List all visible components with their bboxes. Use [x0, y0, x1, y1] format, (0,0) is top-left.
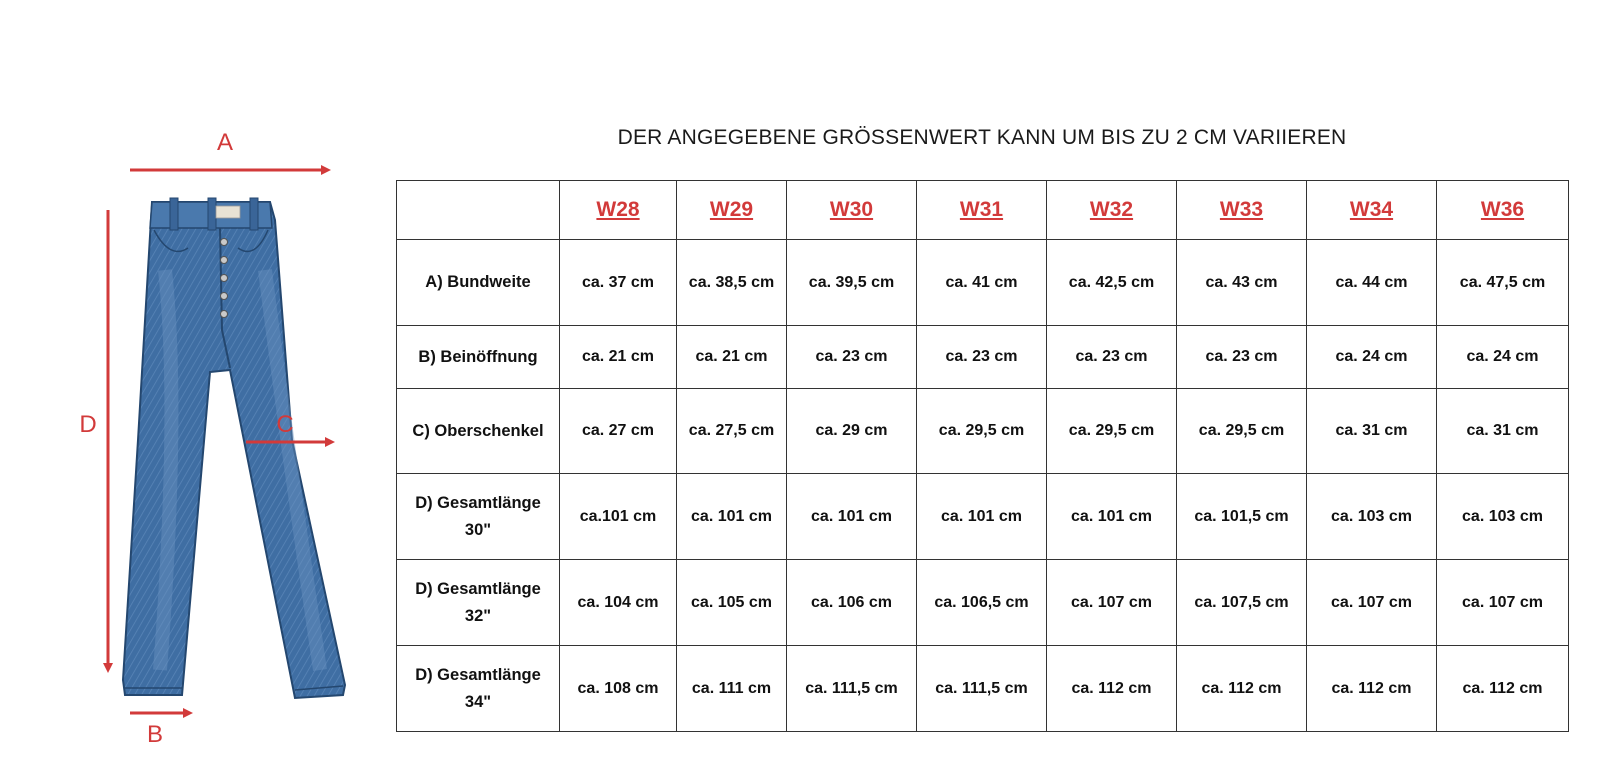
table-cell: ca. 47,5 cm: [1437, 240, 1569, 326]
row-label: B) Beinöffnung: [397, 326, 560, 389]
jeans-diagram: [70, 110, 370, 770]
table-cell: ca. 23 cm: [1177, 326, 1307, 389]
table-row-gesamtlaenge-30: [397, 474, 1569, 560]
size-header-w34: W34: [1307, 181, 1437, 240]
table-cell: ca.101 cm: [560, 474, 677, 560]
jeans-icon: [123, 198, 345, 698]
table-cell: ca. 111 cm: [677, 646, 787, 732]
table-cell: ca. 24 cm: [1307, 326, 1437, 389]
size-header-row: [397, 181, 1569, 240]
table-cell: ca. 29,5 cm: [1047, 389, 1177, 474]
table-cell: ca. 112 cm: [1437, 646, 1569, 732]
table-row-gesamtlaenge-32: [397, 560, 1569, 646]
table-cell: ca. 111,5 cm: [917, 646, 1047, 732]
size-header-w31: W31: [917, 181, 1047, 240]
table-cell: ca. 29,5 cm: [917, 389, 1047, 474]
table-cell: ca. 41 cm: [917, 240, 1047, 326]
table-cell: ca. 23 cm: [1047, 326, 1177, 389]
table-cell: ca. 101 cm: [1047, 474, 1177, 560]
table-cell: ca. 107,5 cm: [1177, 560, 1307, 646]
table-cell: ca. 39,5 cm: [787, 240, 917, 326]
table-cell: ca. 23 cm: [917, 326, 1047, 389]
size-table: [396, 180, 1569, 732]
header-empty-cell: [397, 181, 560, 240]
table-cell: ca. 111,5 cm: [787, 646, 917, 732]
table-cell: ca. 37 cm: [560, 240, 677, 326]
table-cell: ca. 42,5 cm: [1047, 240, 1177, 326]
table-row-bundweite: [397, 240, 1569, 326]
table-cell: ca. 101 cm: [917, 474, 1047, 560]
size-variation-note: DER ANGEGEBENE GRÖSSENWERT KANN UM BIS ZU 2 CM VARIIEREN: [617, 126, 1347, 149]
table-cell: ca. 106,5 cm: [917, 560, 1047, 646]
table-cell: ca. 23 cm: [787, 326, 917, 389]
table-cell: ca. 101 cm: [677, 474, 787, 560]
table-cell: ca. 105 cm: [677, 560, 787, 646]
table-cell: ca. 29,5 cm: [1177, 389, 1307, 474]
label-d: D: [79, 411, 97, 438]
row-label: A) Bundweite: [397, 240, 560, 326]
size-header-w36: W36: [1437, 181, 1569, 240]
table-cell: ca. 103 cm: [1307, 474, 1437, 560]
table-cell: ca. 104 cm: [560, 560, 677, 646]
row-label: D) Gesamtlänge 32": [397, 560, 560, 646]
table-cell: ca. 107 cm: [1437, 560, 1569, 646]
table-cell: ca. 108 cm: [560, 646, 677, 732]
size-header-w30: W30: [787, 181, 917, 240]
row-label: D) Gesamtlänge 34": [397, 646, 560, 732]
table-cell: ca. 31 cm: [1437, 389, 1569, 474]
label-a: A: [216, 129, 234, 156]
jeans-measurement-figure: [70, 110, 370, 770]
table-cell: ca. 103 cm: [1437, 474, 1569, 560]
table-row-oberschenkel: [397, 389, 1569, 474]
size-header-w29: W29: [677, 181, 787, 240]
label-b: B: [146, 721, 164, 748]
table-cell: ca. 44 cm: [1307, 240, 1437, 326]
table-cell: ca. 29 cm: [787, 389, 917, 474]
table-cell: ca. 107 cm: [1047, 560, 1177, 646]
size-header-w32: W32: [1047, 181, 1177, 240]
table-cell: ca. 27,5 cm: [677, 389, 787, 474]
row-label: D) Gesamtlänge 30": [397, 474, 560, 560]
table-cell: ca. 107 cm: [1307, 560, 1437, 646]
label-c: C: [276, 411, 294, 438]
table-cell: ca. 112 cm: [1307, 646, 1437, 732]
table-cell: ca. 106 cm: [787, 560, 917, 646]
row-label: C) Oberschenkel: [397, 389, 560, 474]
table-row-beinoeffnung: [397, 326, 1569, 389]
table-cell: ca. 27 cm: [560, 389, 677, 474]
size-header-w33: W33: [1177, 181, 1307, 240]
table-cell: ca. 31 cm: [1307, 389, 1437, 474]
table-cell: ca. 24 cm: [1437, 326, 1569, 389]
table-cell: ca. 101 cm: [787, 474, 917, 560]
size-header-w28: W28: [560, 181, 677, 240]
table-cell: ca. 101,5 cm: [1177, 474, 1307, 560]
table-row-gesamtlaenge-34: [397, 646, 1569, 732]
table-cell: ca. 21 cm: [677, 326, 787, 389]
table-cell: ca. 112 cm: [1047, 646, 1177, 732]
table-cell: ca. 21 cm: [560, 326, 677, 389]
table-cell: ca. 112 cm: [1177, 646, 1307, 732]
table-cell: ca. 43 cm: [1177, 240, 1307, 326]
table-cell: ca. 38,5 cm: [677, 240, 787, 326]
